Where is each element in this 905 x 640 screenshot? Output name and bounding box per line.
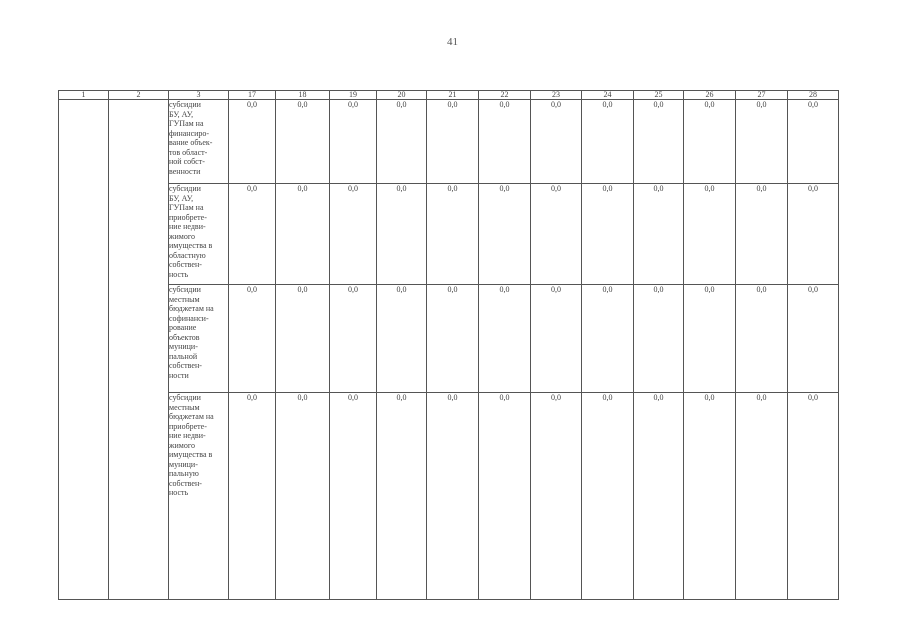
value-cell: 0,0 [330, 393, 377, 600]
value-cell: 0,0 [377, 285, 427, 393]
value-cell: 0,0 [427, 393, 479, 600]
value-cell: 0,0 [229, 285, 276, 393]
value-cell: 0,0 [634, 100, 684, 184]
merged-cell-col-2 [109, 100, 169, 600]
value-cell: 0,0 [531, 184, 582, 285]
value-cell: 0,0 [684, 393, 736, 600]
value-cell: 0,0 [684, 285, 736, 393]
value-cell: 0,0 [276, 285, 330, 393]
value-cell: 0,0 [377, 393, 427, 600]
page-number: 41 [447, 36, 458, 48]
column-header: 24 [582, 91, 634, 100]
table-row [59, 393, 839, 600]
column-header: 23 [531, 91, 582, 100]
value-cell: 0,0 [479, 184, 531, 285]
value-cell: 0,0 [479, 285, 531, 393]
column-header: 22 [479, 91, 531, 100]
column-header: 18 [276, 91, 330, 100]
budget-table [58, 90, 839, 600]
value-cell: 0,0 [427, 285, 479, 393]
column-header: 17 [229, 91, 276, 100]
value-cell: 0,0 [736, 100, 788, 184]
column-header: 25 [634, 91, 684, 100]
table-row [59, 184, 839, 285]
value-cell: 0,0 [634, 184, 684, 285]
value-cell: 0,0 [276, 393, 330, 600]
column-header: 27 [736, 91, 788, 100]
value-cell: 0,0 [479, 393, 531, 600]
table-row [59, 100, 839, 184]
value-cell: 0,0 [330, 100, 377, 184]
value-cell: 0,0 [788, 100, 839, 184]
value-cell: 0,0 [634, 285, 684, 393]
column-header: 28 [788, 91, 839, 100]
value-cell: 0,0 [531, 285, 582, 393]
value-cell: 0,0 [582, 285, 634, 393]
value-cell: 0,0 [582, 100, 634, 184]
value-cell: 0,0 [684, 184, 736, 285]
table-row [59, 285, 839, 393]
column-header: 3 [169, 91, 229, 100]
value-cell: 0,0 [634, 393, 684, 600]
value-cell: 0,0 [377, 100, 427, 184]
row-description: субсидии БУ, АУ, ГУПам на приобрете- ние недви- жимого имущества в областную собствен- ность [169, 184, 229, 285]
merged-cell-col-1 [59, 100, 109, 600]
column-header: 21 [427, 91, 479, 100]
value-cell: 0,0 [427, 184, 479, 285]
row-description: субсидии БУ, АУ, ГУПам на финансиро- вание объек- тов област- ной собст- венности [169, 100, 229, 184]
row-description: субсидии местным бюджетам на софинанси- рование объектов муници- пальной собствен- ности [169, 285, 229, 393]
value-cell: 0,0 [229, 100, 276, 184]
value-cell: 0,0 [531, 100, 582, 184]
column-header: 20 [377, 91, 427, 100]
column-header: 19 [330, 91, 377, 100]
value-cell: 0,0 [736, 393, 788, 600]
column-header: 2 [109, 91, 169, 100]
value-cell: 0,0 [330, 184, 377, 285]
column-header: 1 [59, 91, 109, 100]
value-cell: 0,0 [736, 285, 788, 393]
value-cell: 0,0 [276, 184, 330, 285]
value-cell: 0,0 [582, 184, 634, 285]
value-cell: 0,0 [427, 100, 479, 184]
value-cell: 0,0 [788, 393, 839, 600]
value-cell: 0,0 [788, 184, 839, 285]
value-cell: 0,0 [736, 184, 788, 285]
value-cell: 0,0 [276, 100, 330, 184]
value-cell: 0,0 [582, 393, 634, 600]
value-cell: 0,0 [377, 184, 427, 285]
value-cell: 0,0 [788, 285, 839, 393]
value-cell: 0,0 [531, 393, 582, 600]
value-cell: 0,0 [330, 285, 377, 393]
row-description: субсидии местным бюджетам на приобрете- ние недви- жимого имущества в муници- пальную собствен- ность [169, 393, 229, 600]
value-cell: 0,0 [229, 184, 276, 285]
header-row [59, 91, 839, 100]
column-header: 26 [684, 91, 736, 100]
value-cell: 0,0 [684, 100, 736, 184]
value-cell: 0,0 [479, 100, 531, 184]
value-cell: 0,0 [229, 393, 276, 600]
